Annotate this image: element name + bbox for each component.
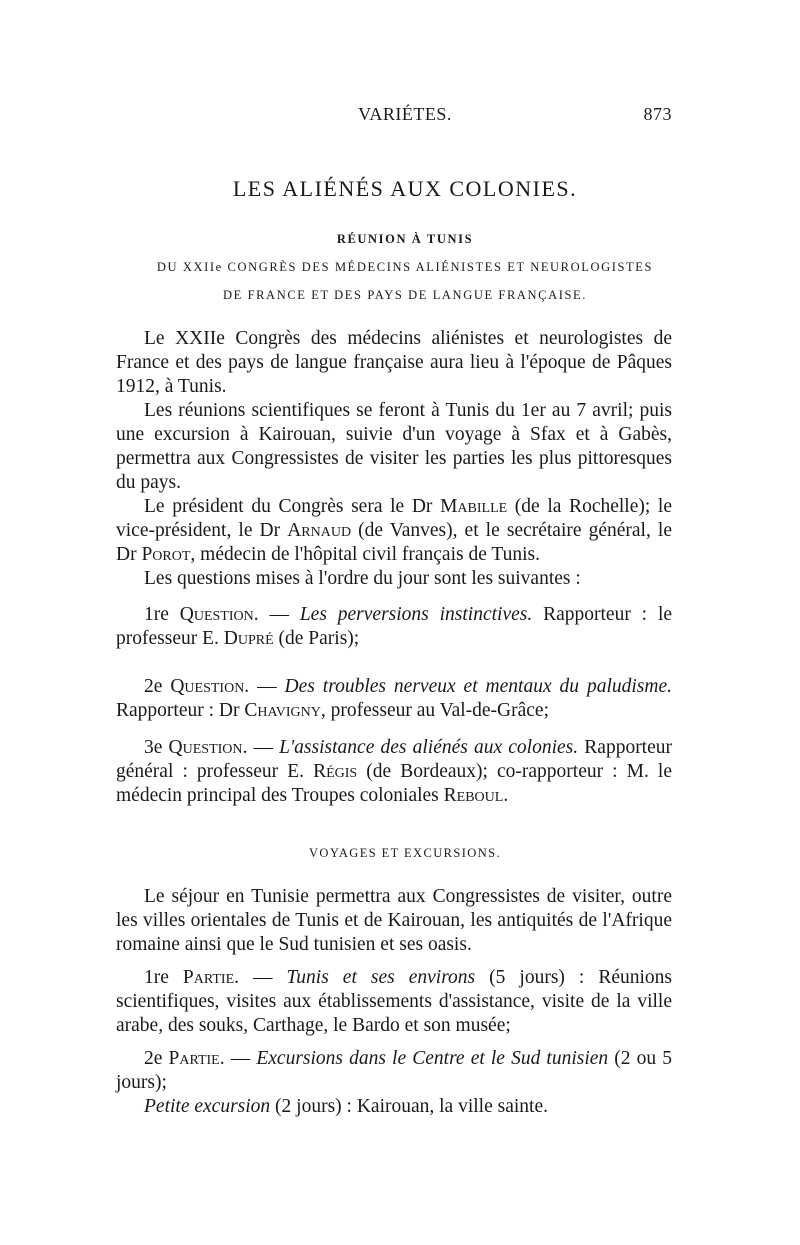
question-text: Rapporteur général : professeur E.: [116, 737, 672, 782]
rapporteur-name: Dupré: [223, 628, 274, 649]
voyages-paragraph: Le séjour en Tunisie permettra aux Congressistes de visiter, outre les villes orientales de Tunis et de Kairouan, les antiquités de l'Afrique romaine ainsi que le Sud tunisien et ses oasis.: [116, 886, 672, 955]
petite-topic: Petite excursion: [144, 1096, 271, 1117]
partie-text: (5 jours) : Réunions scientifiques, visites aux établissements d'assistance, visite de la ville arabe, des souks, Carthage, le Bardo et son musée;: [116, 967, 672, 1036]
question-1: [116, 603, 672, 651]
question-3: [116, 736, 672, 808]
intro-paragraph-4: Les questions mises à l'ordre du jour sont les suivantes :: [144, 568, 581, 589]
co-rapporteur-name: Reboul: [443, 785, 504, 806]
question-number: 2e: [144, 676, 171, 697]
page-number: 873: [643, 104, 672, 124]
partie-label: Partie.: [182, 967, 239, 988]
question-label: Question.: [179, 604, 259, 625]
p3-text-d: , médecin de l'hôpital civil français de Tunis.: [190, 544, 540, 565]
partie-topic: Excursions dans le Centre et le Sud tunisien: [256, 1048, 609, 1069]
p3-text-a: Le président du Congrès sera le Dr: [144, 496, 441, 517]
dash: —: [258, 604, 300, 625]
article-title: LES ALIÉNÉS AUX COLONIES.: [232, 176, 578, 201]
dash: —: [249, 676, 285, 697]
secretary-name: Porot: [141, 544, 191, 565]
partie-topic: Tunis et ses environs: [286, 967, 476, 988]
running-head-title: VARIÉTES.: [358, 104, 452, 124]
petite-text: (2 jours) : Kairouan, la ville sainte.: [270, 1096, 548, 1117]
subtitle-line-1: RÉUNION À TUNIS: [336, 232, 474, 246]
question-text: Rapporteur : le professeur E.: [116, 604, 673, 649]
rapporteur-name: Chavigny: [244, 700, 321, 721]
question-topic: L'assistance des aliénés aux colonies.: [279, 737, 579, 758]
p3-text-b: (de la Rochelle); le vice-président, le Dr: [116, 496, 672, 541]
subtitle-line-2: DU XXIIe CONGRÈS DES MÉDECINS ALIÉNISTES ET NEUROLOGISTES: [156, 260, 654, 274]
dash: —: [239, 967, 287, 988]
question-text: Rapporteur : Dr: [116, 700, 245, 721]
question-text-end: , professeur au Val-de-Grâce;: [320, 700, 549, 721]
president-name: Mabille: [440, 496, 508, 517]
question-topic: Les perversions instinctives.: [299, 604, 533, 625]
voyages-section: [116, 885, 672, 1128]
question-text-end: .: [503, 785, 509, 806]
partie-text: (2 ou 5 jours);: [116, 1048, 673, 1093]
partie-2: [116, 1047, 672, 1095]
question-topic: Des troubles nerveux et mentaux du paludisme.: [284, 676, 673, 697]
petite-excursion: [116, 1095, 672, 1119]
question-text-end: (de Paris);: [273, 628, 360, 649]
intro-paragraph-2: Les réunions scientifiques se feront à Tunis du 1er au 7 avril; puis une excursion à Kairouan, suivie d'un voyage à Sfax et à Gabès, permettra aux Congressistes de visiter les parties les plus pittoresques du pays.: [116, 400, 672, 493]
intro-paragraph-1: Le XXIIe Congrès des médecins aliénistes et neurologistes de France et des pays de langue française aura lieu à l'époque de Pâques 1912, à Tunis.: [116, 328, 672, 397]
partie-label: Partie.: [168, 1048, 225, 1069]
question-number: 3e: [144, 737, 169, 758]
intro-paragraph-3: [116, 495, 672, 567]
dash: —: [224, 1048, 257, 1069]
rapporteur-name: Régis: [313, 761, 358, 782]
question-2: [116, 675, 672, 723]
intro-section: [116, 327, 672, 591]
question-label: Question.: [170, 676, 250, 697]
partie-1: [116, 966, 672, 1038]
question-number: 1re: [144, 604, 180, 625]
question-label: Question.: [168, 737, 248, 758]
p3-text-c: (de Vanves), et le secrétaire général, le Dr: [116, 520, 672, 565]
dash: —: [247, 737, 280, 758]
question-text-mid: (de Bordeaux); co-rapporteur : M. le médecin principal des Troupes coloniales: [116, 761, 672, 806]
partie-number: 1re: [144, 967, 183, 988]
subtitle-line-3: DE FRANCE ET DES PAYS DE LANGUE FRANÇAISE.: [222, 288, 587, 302]
section-heading: VOYAGES ET EXCURSIONS.: [308, 846, 502, 860]
vice-president-name: Arnaud: [287, 520, 352, 541]
running-head: [138, 104, 672, 132]
partie-number: 2e: [144, 1048, 169, 1069]
